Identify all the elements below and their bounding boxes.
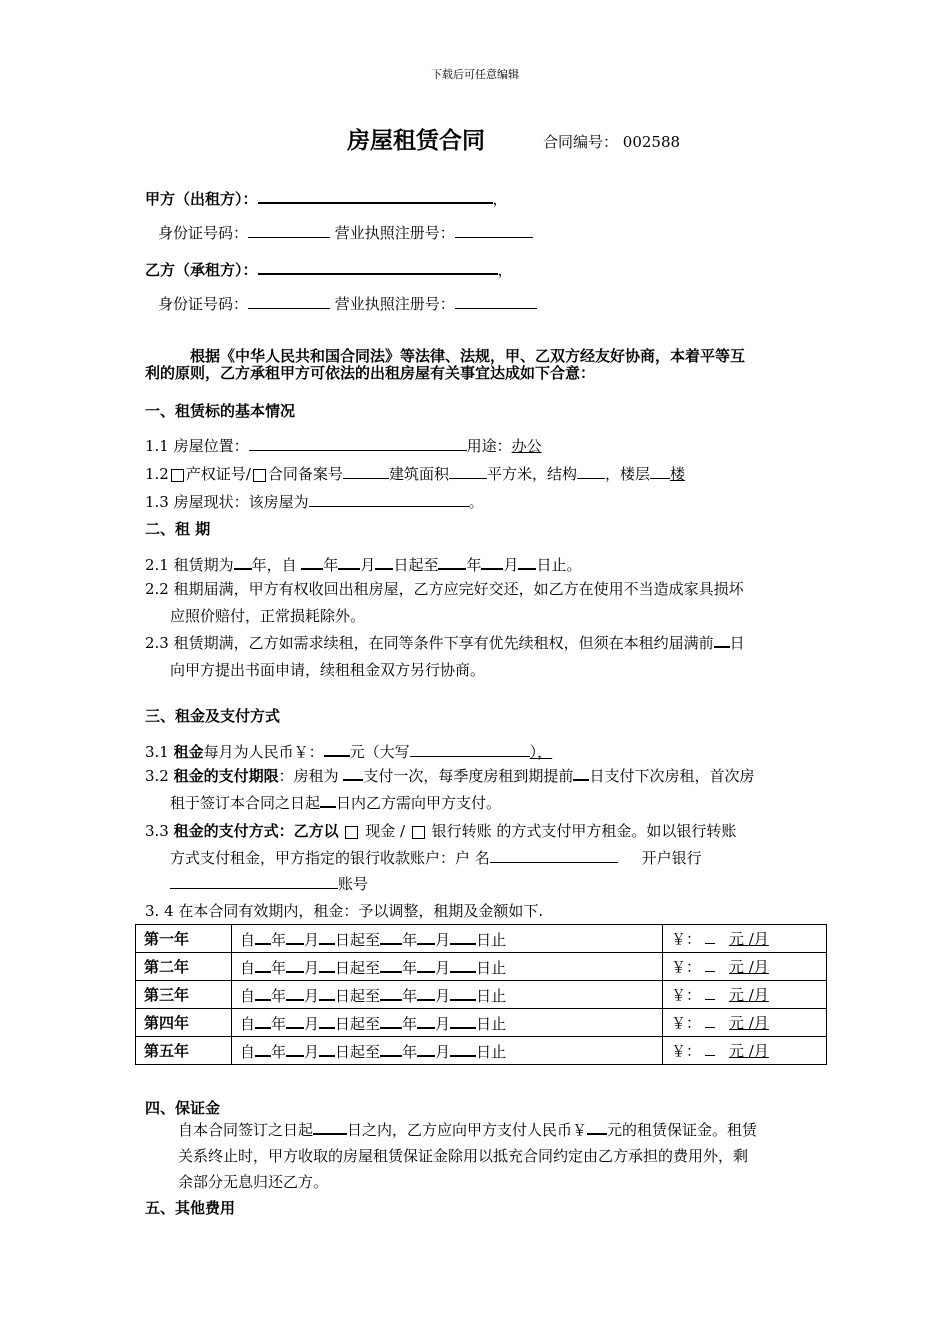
- clause-3-3-line-1: 3.3 租金的支付方式：乙方以 现金 / 银行转账 的方式支付甲方租金。如以银行转账: [145, 822, 737, 840]
- clause-3-2-line-2: 租于签订本合同之日起 日内乙方需向甲方支付。: [170, 790, 501, 816]
- section-1-title: 一、租赁标的基本情况: [145, 402, 296, 420]
- clause-1-1: 1.1 房屋位置： 用途：办公: [145, 437, 542, 455]
- rent-year-cell: 第五年: [136, 1037, 232, 1065]
- rent-period-cell: 自 年 月 日起至 年 月 日止: [232, 1009, 663, 1037]
- rent-period-cell: 自 年 月 日起至 年 月 日止: [232, 953, 663, 981]
- clause-2-2-line-1: 2.2 租期届满，甲方有权收回出租房屋，乙方应完好交还，如乙方在使用不当造成家具损坏: [145, 580, 744, 598]
- rent-period-cell: 自 年 月 日起至 年 月 日止: [232, 925, 663, 953]
- page-title: 房屋租赁合同: [347, 128, 485, 154]
- clause-4-line-2: 关系终止时，甲方收取的房屋租赁保证金除用以抵充合同约定由乙方承担的费用外，剩: [178, 1147, 749, 1165]
- intro-line-2: 利的原则，乙方承租甲方可依法的出租房屋有关事宜达成如下合意：: [145, 364, 596, 382]
- clause-2-2-line-2: 应照价赔付，正常损耗除外。: [170, 607, 366, 625]
- checkbox-icon[interactable]: [345, 826, 358, 839]
- intro-line-1: 根据《中华人民共和国合同法》等法律、法规，甲、乙双方经友好协商，本着平等互: [190, 347, 746, 365]
- rent-amount-cell: ￥： 元 /月: [663, 1009, 827, 1037]
- table-row: [136, 925, 827, 953]
- rent-year-cell: 第一年: [136, 925, 232, 953]
- rent-year-cell: 第三年: [136, 981, 232, 1009]
- rent-schedule-table: [135, 924, 827, 1065]
- table-row: [136, 953, 827, 981]
- section-2-title: 二、租 期: [145, 520, 211, 538]
- rent-period-cell: 自 年 月 日起至 年 月 日止: [232, 981, 663, 1009]
- table-row: [136, 981, 827, 1009]
- section-3-title: 三、租金及支付方式: [145, 707, 281, 725]
- clause-3-3-line-3: 账号: [170, 871, 368, 897]
- rent-amount-cell: ￥： 元 /月: [663, 981, 827, 1009]
- clause-4-line-3: 余部分无息归还乙方。: [178, 1173, 329, 1191]
- section-4-title: 四、保证金: [145, 1099, 221, 1117]
- clause-3-4: 3. 4 在本合同有效期内，租金：予以调整，租期及金额如下.: [145, 902, 544, 920]
- clause-2-1: 2.1 租赁期为 年，自 年 月 日起至 年 月 日止。: [145, 553, 582, 575]
- clause-3-1: 3.1 租金每月为人民币￥： 元（大写 ），: [145, 740, 552, 762]
- rent-amount-cell: ￥： 元 /月: [663, 1037, 827, 1065]
- clause-3-2-line-1: 3.2 租金的支付期限：房租为 支付一次，每季度房租到期提前 日支付下次房租，首次房: [145, 763, 754, 789]
- clause-4-line-1: 自本合同签订之日起 日之内，乙方应向甲方支付人民币￥ 元的租赁保证金。租赁: [178, 1117, 757, 1143]
- checkbox-icon[interactable]: [171, 469, 184, 482]
- checkbox-icon[interactable]: [412, 826, 425, 839]
- clause-1-2: 1.2 产权证号/ 合同备案号 建筑面积 平方米，结构 ，楼层 楼: [145, 465, 685, 483]
- rent-amount-cell: ￥： 元 /月: [663, 953, 827, 981]
- download-note: 下载后可任意编辑: [431, 68, 519, 81]
- clause-2-3-line-2: 向甲方提出书面申请，续租租金双方另行协商。: [170, 661, 486, 679]
- party-a-line: 甲方（出租方）： ，: [145, 187, 508, 209]
- clause-3-3-line-2: 方式支付租金，甲方指定的银行收款账户：户 名 开户银行: [170, 849, 702, 867]
- party-b-line: 乙方（承租方）： ，: [145, 258, 513, 280]
- rent-amount-cell: ￥： 元 /月: [663, 925, 827, 953]
- section-5-title: 五、其他费用: [145, 1199, 236, 1217]
- rent-period-cell: 自 年 月 日起至 年 月 日止: [232, 1037, 663, 1065]
- rent-year-cell: 第四年: [136, 1009, 232, 1037]
- checkbox-icon[interactable]: [253, 469, 266, 482]
- clause-2-3-line-1: 2.3 租赁期满，乙方如需求续租，在同等条件下享有优先续租权，但须在本租约届满前 日: [145, 630, 745, 656]
- table-row: [136, 1037, 827, 1065]
- table-row: [136, 1009, 827, 1037]
- party-a-id-line: 身份证号码： 营业执照注册号：: [158, 222, 533, 243]
- party-b-id-line: 身份证号码： 营业执照注册号：: [158, 293, 537, 314]
- rent-year-cell: 第二年: [136, 953, 232, 981]
- contract-number: 合同编号： 002588: [543, 133, 681, 151]
- clause-1-3: 1.3 房屋现状：该房屋为 。: [145, 493, 484, 511]
